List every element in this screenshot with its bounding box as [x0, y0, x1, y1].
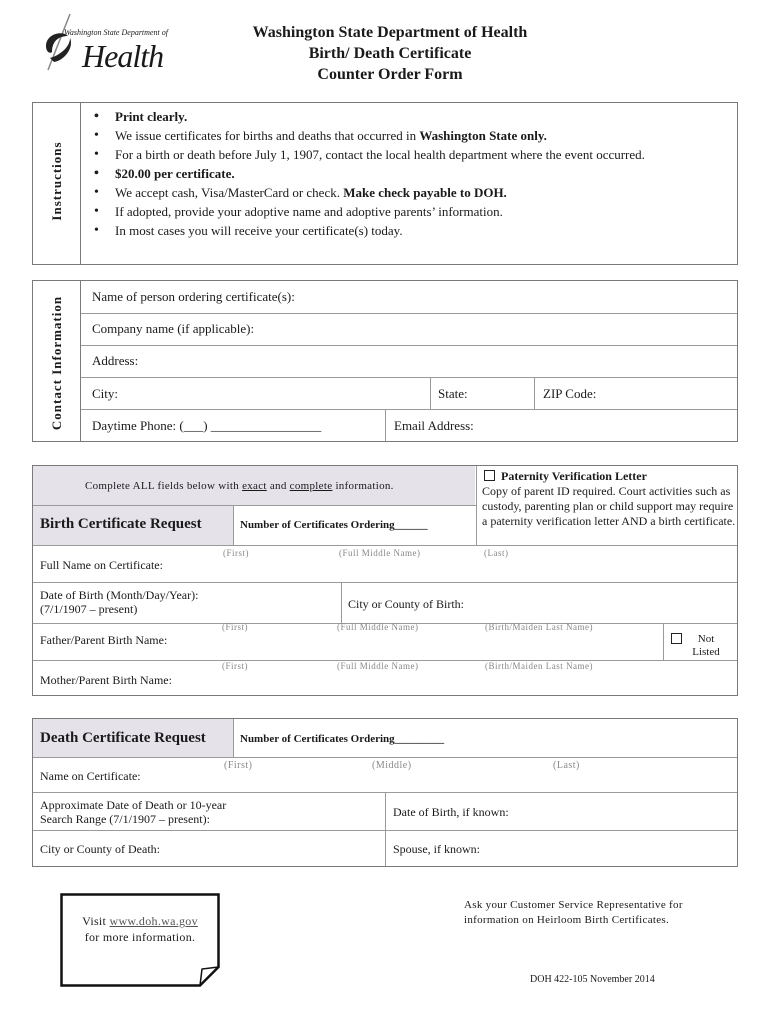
death-city-field[interactable]: City or County of Death: — [40, 842, 160, 856]
birth-number-ordering[interactable]: Number of Certificates Ordering______ — [240, 519, 428, 531]
instruction-item: • Print clearly. — [89, 107, 729, 126]
contact-state-field[interactable]: State: — [438, 386, 468, 401]
instructions-label: Instructions — [49, 141, 64, 221]
contact-phone-field[interactable]: Daytime Phone: (___) _________________ — [92, 418, 322, 433]
doh-website-link[interactable]: www.doh.wa.gov — [109, 914, 198, 928]
death-hint-middle: (Middle) — [372, 760, 412, 771]
birth-notice: Complete ALL fields below with exact and complete information. — [85, 480, 394, 492]
logo-mark-icon — [40, 12, 80, 72]
birth-dob-field[interactable]: Date of Birth (Month/Day/Year): — [40, 588, 199, 602]
birth-city-field[interactable]: City or County of Birth: — [348, 597, 465, 611]
name-hint-middle: (Full Middle Name) — [339, 548, 421, 558]
instruction-item: • We accept cash, Visa/MasterCard or check. Make check payable to DOH. — [89, 183, 729, 202]
death-section — [32, 718, 738, 867]
birth-section-title: Birth Certificate Request — [40, 516, 202, 532]
contact-city-field[interactable]: City: — [92, 386, 119, 401]
father-hint-first: (First) — [222, 622, 248, 632]
instruction-item: • If adopted, provide your adoptive name and adoptive parents’ information. — [89, 202, 729, 221]
death-dob-field[interactable]: Date of Birth, if known: — [393, 805, 509, 819]
website-note-card — [60, 893, 220, 985]
mother-name-field[interactable]: Mother/Parent Birth Name: — [40, 673, 172, 687]
paternity-text: Copy of parent ID required. Court activities such as custody, parenting plan or child support may require a paternity verification letter AND a birth certificate. — [482, 484, 736, 528]
logo-agency-small: Washington State Department of — [64, 28, 168, 37]
birth-section — [32, 465, 738, 696]
contact-company-field[interactable]: Company name (if applicable): — [92, 321, 255, 336]
mother-hint-middle: (Full Middle Name) — [337, 661, 419, 671]
contact-label: Contact Information — [49, 295, 64, 431]
death-number-ordering[interactable]: Number of Certificates Ordering_________ — [240, 733, 445, 745]
name-hint-last: (Last) — [484, 548, 509, 558]
death-approx-range: Search Range (7/1/1907 – present): — [40, 812, 210, 826]
contact-name-field[interactable]: Name of person ordering certificate(s): — [92, 289, 295, 304]
father-name-field[interactable]: Father/Parent Birth Name: — [40, 633, 168, 647]
mother-hint-last: (Birth/Maiden Last Name) — [485, 661, 593, 671]
visit-text: Visit — [82, 914, 110, 928]
death-hint-last: (Last) — [553, 760, 580, 771]
birth-dob-range: (7/1/1907 – present) — [40, 602, 138, 616]
instruction-item: • $20.00 per certificate. — [89, 164, 729, 183]
death-approx-date-field[interactable]: Approximate Date of Death or 10-year — [40, 798, 227, 812]
mother-hint-first: (First) — [222, 661, 248, 671]
death-name-field[interactable]: Name on Certificate: — [40, 769, 141, 783]
heirloom-note: Ask your Customer Service Representative for information on Heirloom Birth Certificates. — [464, 899, 683, 926]
father-hint-last: (Birth/Maiden Last Name) — [485, 622, 593, 632]
more-info-text: for more information. — [84, 930, 196, 944]
not-listed-option[interactable]: Not Listed — [671, 633, 733, 659]
form-id: DOH 422-105 November 2014 — [530, 974, 655, 985]
paternity-checkbox[interactable] — [484, 470, 495, 481]
instructions-box — [32, 102, 738, 265]
instruction-item: • We issue certificates for births and deaths that occurred in Washington State only. — [89, 126, 729, 145]
contact-email-field[interactable]: Email Address: — [394, 418, 474, 433]
spouse-field[interactable]: Spouse, if known: — [393, 842, 480, 856]
instruction-item: • In most cases you will receive your certificate(s) today. — [89, 221, 729, 240]
logo-agency-big: Health — [82, 38, 164, 74]
death-section-title: Death Certificate Request — [40, 730, 206, 746]
contact-address-field[interactable]: Address: — [92, 353, 139, 368]
paternity-verification: Paternity Verification Letter Copy of parent ID required. Court activities such as custody, parenting plan or child support may require a paternity verification letter AND a birth certificate. — [482, 469, 738, 529]
instruction-item: • For a birth or death before July 1, 1907, contact the local health department where the event occurred. — [89, 145, 729, 164]
page-title-line1: Washington State Department of Health — [252, 24, 528, 41]
instructions-list — [89, 107, 729, 240]
father-hint-middle: (Full Middle Name) — [337, 622, 419, 632]
not-listed-checkbox[interactable] — [671, 633, 682, 644]
doh-logo — [40, 12, 170, 72]
death-hint-first: (First) — [224, 760, 253, 771]
name-hint-first: (First) — [223, 548, 249, 558]
page-title-line2: Birth/ Death Certificate — [308, 45, 472, 62]
birth-full-name-field[interactable]: Full Name on Certificate: — [40, 558, 163, 572]
contact-zip-field[interactable]: ZIP Code: — [543, 386, 597, 401]
page-title-line3: Counter Order Form — [317, 66, 463, 83]
contact-box — [32, 280, 738, 442]
